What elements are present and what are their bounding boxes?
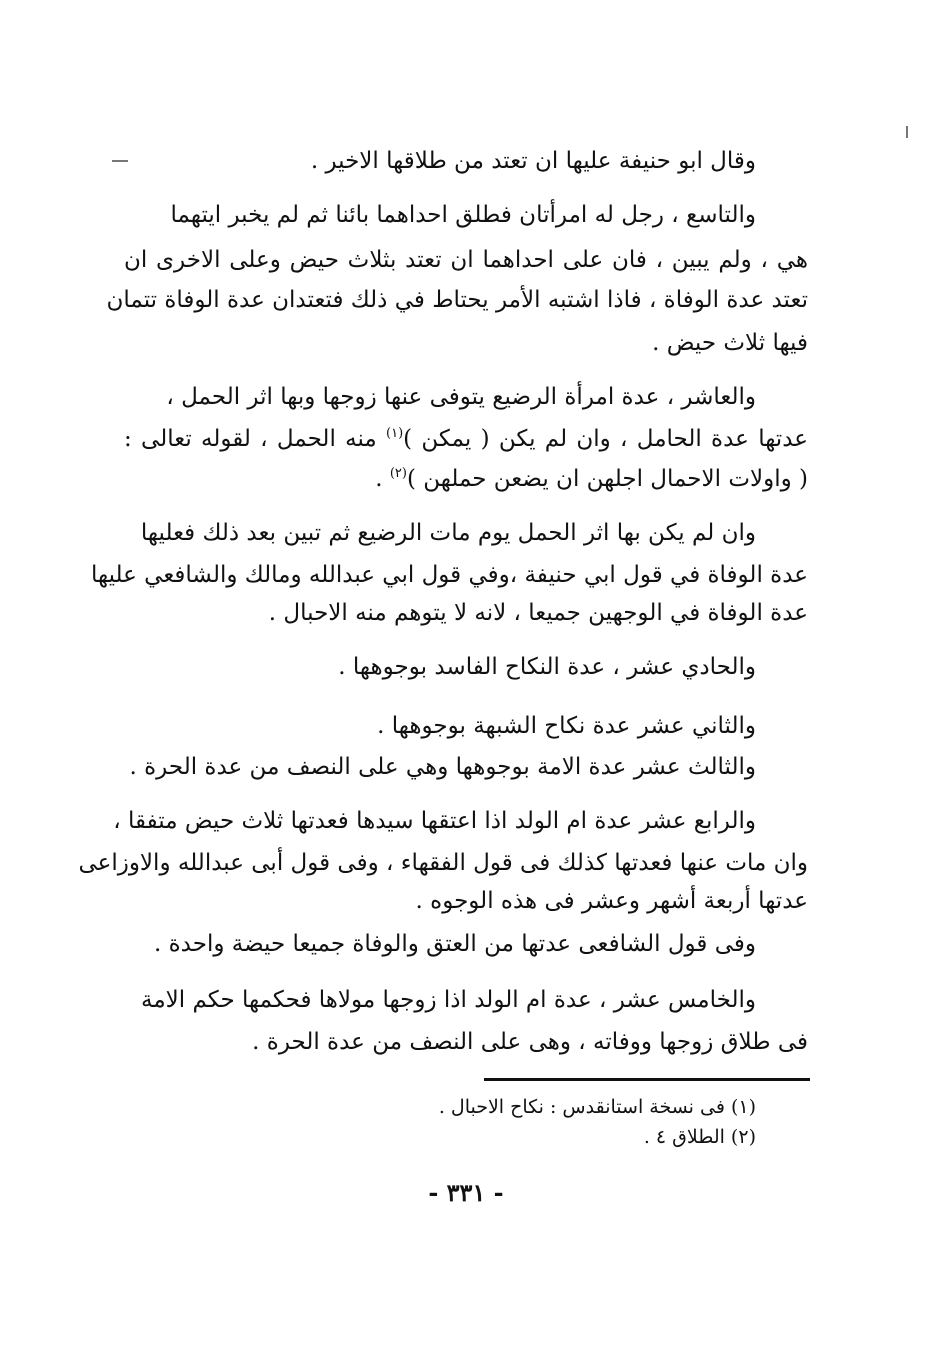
- text-line: عدتها أربعة أشهر وعشر فى هذه الوجوه .: [415, 888, 808, 914]
- scan-mark: [112, 160, 128, 162]
- text-line: والتاسع ، رجل له امرأتان فطلق احداهما بائنا ثم لم يخبر ايتهما: [170, 202, 756, 228]
- text-line: تعتد عدة الوفاة ، فاذا اشتبه الأمر يحتاط في ذلك فتعتدان عدة الوفاة تتمان: [106, 287, 808, 313]
- text-line: والعاشر ، عدة امرأة الرضيع يتوفى عنها زوجها وبها اثر الحمل ،: [166, 384, 756, 410]
- text-line: عدة الوفاة في قول ابي حنيفة ،وفي قول ابي عبدالله ومالك والشافعي عليها: [90, 562, 808, 588]
- text-line: والخامس عشر ، عدة ام الولد اذا زوجها مولاها فحكمها حكم الامة: [141, 987, 756, 1013]
- text-line: وان لم يكن بها اثر الحمل يوم مات الرضيع ثم تبين بعد ذلك فعليها: [140, 520, 756, 546]
- text-segment: .: [375, 466, 383, 492]
- text-line: فى طلاق زوجها ووفاته ، وهى على النصف من عدة الحرة .: [252, 1029, 808, 1055]
- text-line: والثالث عشر عدة الامة بوجوهها وهي على النصف من عدة الحرة .: [129, 754, 756, 780]
- text-line: [124, 424, 808, 454]
- text-line: وقال ابو حنيفة عليها ان تعتد من طلاقها الاخير .: [310, 148, 756, 174]
- text-line: والحادي عشر ، عدة النكاح الفاسد بوجوهها .: [338, 654, 756, 680]
- footnote-marker: (٢): [389, 466, 407, 481]
- scan-mark: [906, 126, 908, 138]
- text-segment: ( واولات الاحمال اجلهن ان يضعن حملهن ): [406, 466, 808, 492]
- footnote: (٢) الطلاق ٤ .: [643, 1126, 756, 1148]
- footnote-separator: [484, 1078, 810, 1081]
- text-line: والرابع عشر عدة ام الولد اذا اعتقها سيدها فعدتها ثلاث حيض متفقا ،: [113, 808, 756, 834]
- footnote-marker: (١): [386, 426, 404, 441]
- text-segment: منه الحمل ، لقوله تعالى :: [124, 426, 377, 452]
- text-segment: عدتها عدة الحامل ، وان لم يكن ( يمكن ): [403, 426, 808, 452]
- text-line: [375, 464, 808, 494]
- text-line: هي ، ولم يبين ، فان على احداهما ان تعتد بثلاث حيض وعلى الاخرى ان: [124, 247, 808, 273]
- text-line: وفى قول الشافعى عدتها من العتق والوفاة جميعا حيضة واحدة .: [154, 931, 756, 957]
- text-line: وان مات عنها فعدتها كذلك فى قول الفقهاء ، وفى قول أبى عبدالله والاوزاعى: [78, 850, 808, 876]
- footnote: (١) فى نسخة استانقدس : نكاح الاحبال .: [438, 1096, 756, 1118]
- text-line: فيها ثلاث حيض .: [652, 330, 808, 356]
- page-number: - ٣٣١ -: [428, 1178, 504, 1207]
- text-line: والثاني عشر عدة نكاح الشبهة بوجوهها .: [377, 713, 756, 739]
- text-line: عدة الوفاة في الوجهين جميعا ، لانه لا يتوهم منه الاحبال .: [268, 600, 808, 626]
